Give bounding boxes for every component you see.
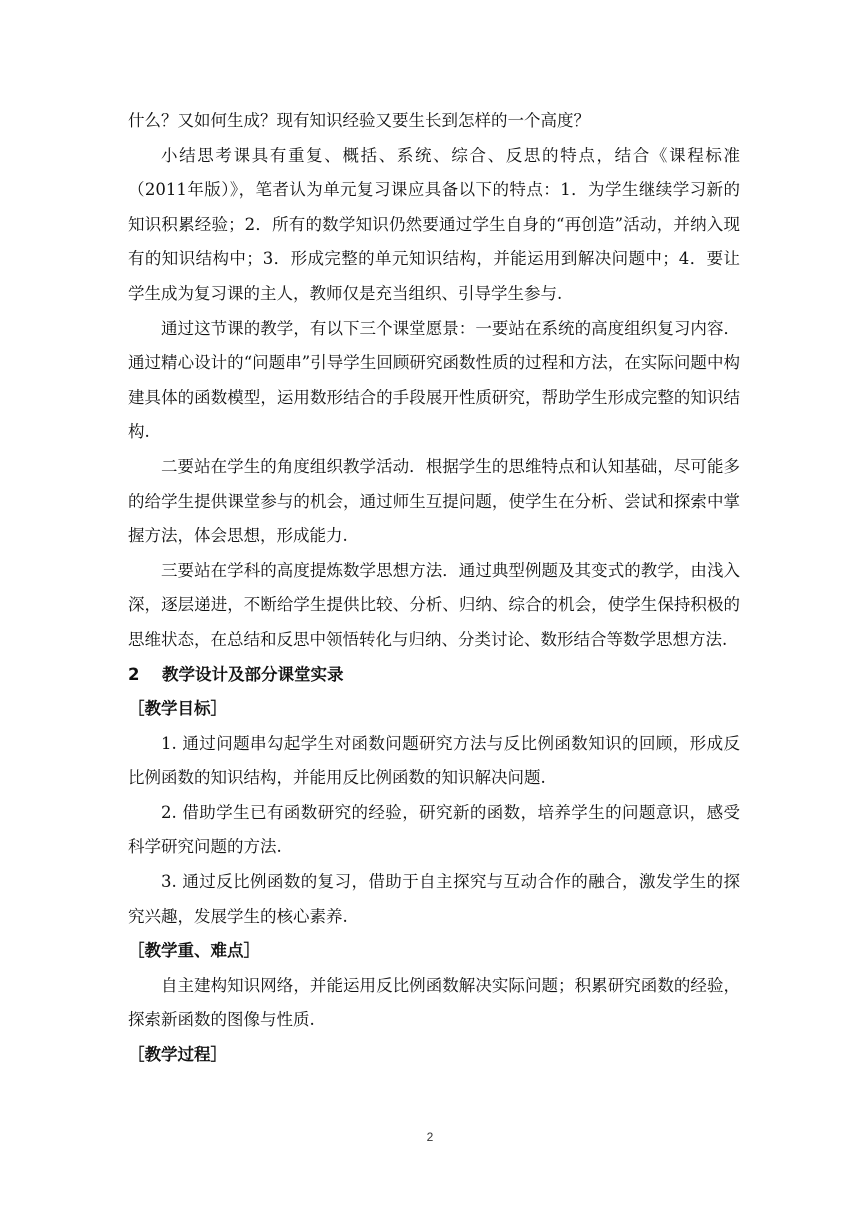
- paragraph-vision-one: 通过这节课的教学，有以下三个课堂愿景：一要站在系统的高度组织复习内容．通过精心设计的“问题串”引导学生回顾研究函数性质的过程和方法，在实际问题中构建具体的函数模型，运用数形结合的手段展开性质研究，帮助学生形成完整的知识结构.: [128, 318, 740, 442]
- page-number: 2: [426, 1130, 434, 1144]
- goals-heading: ［教学目标］: [128, 699, 227, 719]
- paragraph-continuation: 什么？又如何生成？现有知识经验又要生长到怎样的一个高度？: [128, 111, 590, 130]
- keypoints-text: 自主建构知识网络，并能运用反比例函数解决实际问题；积累研究函数的经验，探索新函数的图像与性质.: [128, 975, 740, 1030]
- paragraph-vision-three: 三要站在学科的高度提炼数学思想方法．通过典型例题及其变式的教学，由浅入深，逐层递进，不断给学生提供比较、分析、归纳、综合的机会，使学生保持积极的思维状态，在总结和反思中领悟转化与归纳、分类讨论、数形结合等数学思想方法.: [128, 560, 740, 649]
- process-heading: ［教学过程］: [128, 1045, 227, 1065]
- paragraph-review-features: 小结思考课具有重复、概括、系统、综合、反思的特点，结合《课程标准（2011年版）》，笔者认为单元复习课应具备以下的特点：1．为学生继续学习新的知识积累经验；2．所有的数学知识仍然要通过学生自身的“再创造”活动，并纳入现有的知识结构中；3．形成完整的单元知识结构，并能运用到解决问题中；4．要让学生成为复习课的主人，教师仅是充当组织、引导学生参与.: [128, 145, 740, 303]
- section-heading: [128, 658, 740, 693]
- goal-item: 2. 借助学生已有函数研究的经验，研究新的函数，培养学生的问题意识，感受科学研究问题的方法.: [128, 802, 740, 857]
- keypoints-heading: ［教学重、难点］: [128, 941, 260, 961]
- section-number: 2: [128, 664, 140, 684]
- section-title: 教学设计及部分课堂实录: [162, 664, 344, 684]
- goal-item: 3. 通过反比例函数的复习，借助于自主探究与互动合作的融合，激发学生的探究兴趣，发展学生的核心素养.: [128, 872, 740, 926]
- goal-item: 1. 通过问题串勾起学生对函数问题研究方法与反比例函数知识的回顾，形成反比例函数的知识结构，并能用反比例函数的知识解决问题.: [128, 733, 740, 788]
- page-body: [128, 104, 740, 1073]
- paragraph-vision-two: 二要站在学生的角度组织教学活动．根据学生的思维特点和认知基础，尽可能多的给学生提供课堂参与的机会，通过师生互提问题，使学生在分析、尝试和探索中掌握方法，体会思想，形成能力.: [128, 456, 740, 546]
